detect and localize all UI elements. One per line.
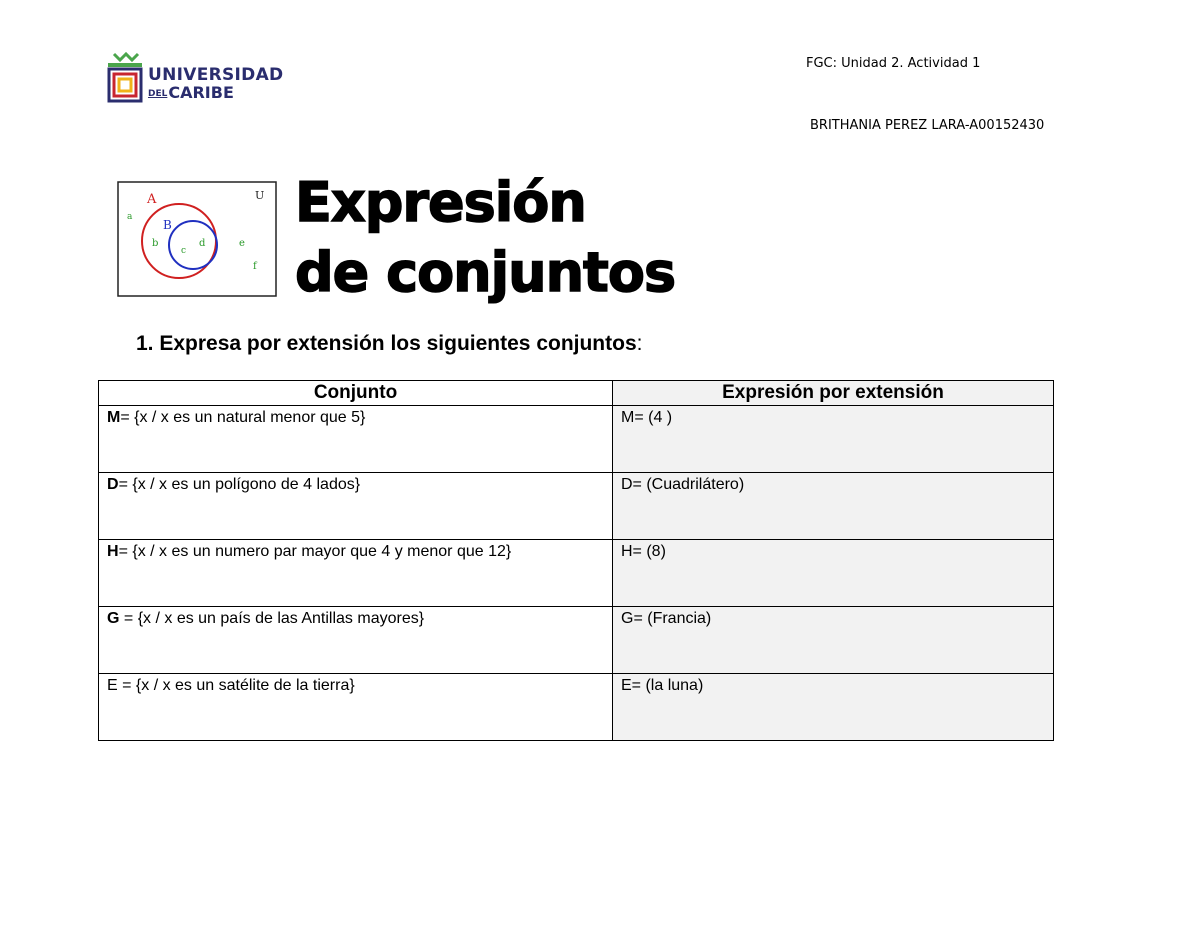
set-rule-cell <box>99 540 613 607</box>
set-name: M <box>107 409 121 426</box>
logo-del: DEL <box>148 89 168 99</box>
set-rule-cell <box>99 607 613 674</box>
venn-diagram <box>117 181 277 297</box>
set-extension: E= (la luna) <box>613 674 1054 741</box>
title-line2: de conjuntos <box>295 241 676 304</box>
title-line1: Expresión <box>295 171 586 234</box>
question-text: Expresa por extensión los siguientes conjuntos <box>159 332 637 355</box>
logo-wordmark <box>148 66 283 103</box>
set-rule: = {x / x es un numero par mayor que 4 y menor que 12} <box>118 543 512 560</box>
table-row <box>99 406 1054 473</box>
venn-element: c <box>181 246 187 256</box>
page-title <box>295 168 675 308</box>
set-rule-cell <box>99 473 613 540</box>
venn-element: e <box>239 238 245 249</box>
venn-label-b: B <box>163 218 172 232</box>
set-rule-cell <box>99 406 613 473</box>
set-rule-cell <box>99 674 613 741</box>
activity-label: FGC: Unidad 2. Actividad 1 <box>806 56 981 71</box>
question-heading <box>136 332 642 356</box>
table-row <box>99 473 1054 540</box>
sets-table <box>98 380 1054 741</box>
header-conjunto: Conjunto <box>99 381 613 406</box>
venn-element: f <box>253 261 257 272</box>
set-extension: D= (Cuadrilátero) <box>613 473 1054 540</box>
venn-label-a: A <box>147 192 157 207</box>
set-name: G <box>107 610 120 627</box>
set-name: E <box>107 677 118 694</box>
venn-element: b <box>152 238 159 249</box>
set-extension: M= (4 ) <box>613 406 1054 473</box>
logo-emblem-icon <box>106 52 146 104</box>
set-rule: = {x / x es un país de las Antillas mayores} <box>119 610 425 627</box>
university-logo <box>106 52 284 104</box>
set-rule: = {x / x es un satélite de la tierra} <box>117 677 355 694</box>
set-rule: = {x / x es un natural menor que 5} <box>120 409 366 426</box>
venn-element: a <box>127 212 133 222</box>
set-extension: H= (8) <box>613 540 1054 607</box>
table-row <box>99 607 1054 674</box>
venn-element: d <box>199 238 206 249</box>
set-rule: = {x / x es un polígono de 4 lados} <box>118 476 361 493</box>
logo-caribe: CARIBE <box>168 83 234 102</box>
logo-line2 <box>148 84 283 103</box>
header-expresion: Expresión por extensión <box>613 381 1054 406</box>
question-number: 1. <box>136 332 154 355</box>
student-name: BRITHANIA PEREZ LARA-A00152430 <box>810 118 1045 133</box>
table-row <box>99 674 1054 741</box>
set-name: H <box>107 543 119 560</box>
table-header-row <box>99 381 1054 406</box>
table-row <box>99 540 1054 607</box>
logo-line1: UNIVERSIDAD <box>148 65 284 85</box>
question-colon: : <box>636 332 643 355</box>
venn-label-u: U <box>255 189 265 202</box>
set-name: D <box>107 476 119 493</box>
set-extension: G= (Francia) <box>613 607 1054 674</box>
